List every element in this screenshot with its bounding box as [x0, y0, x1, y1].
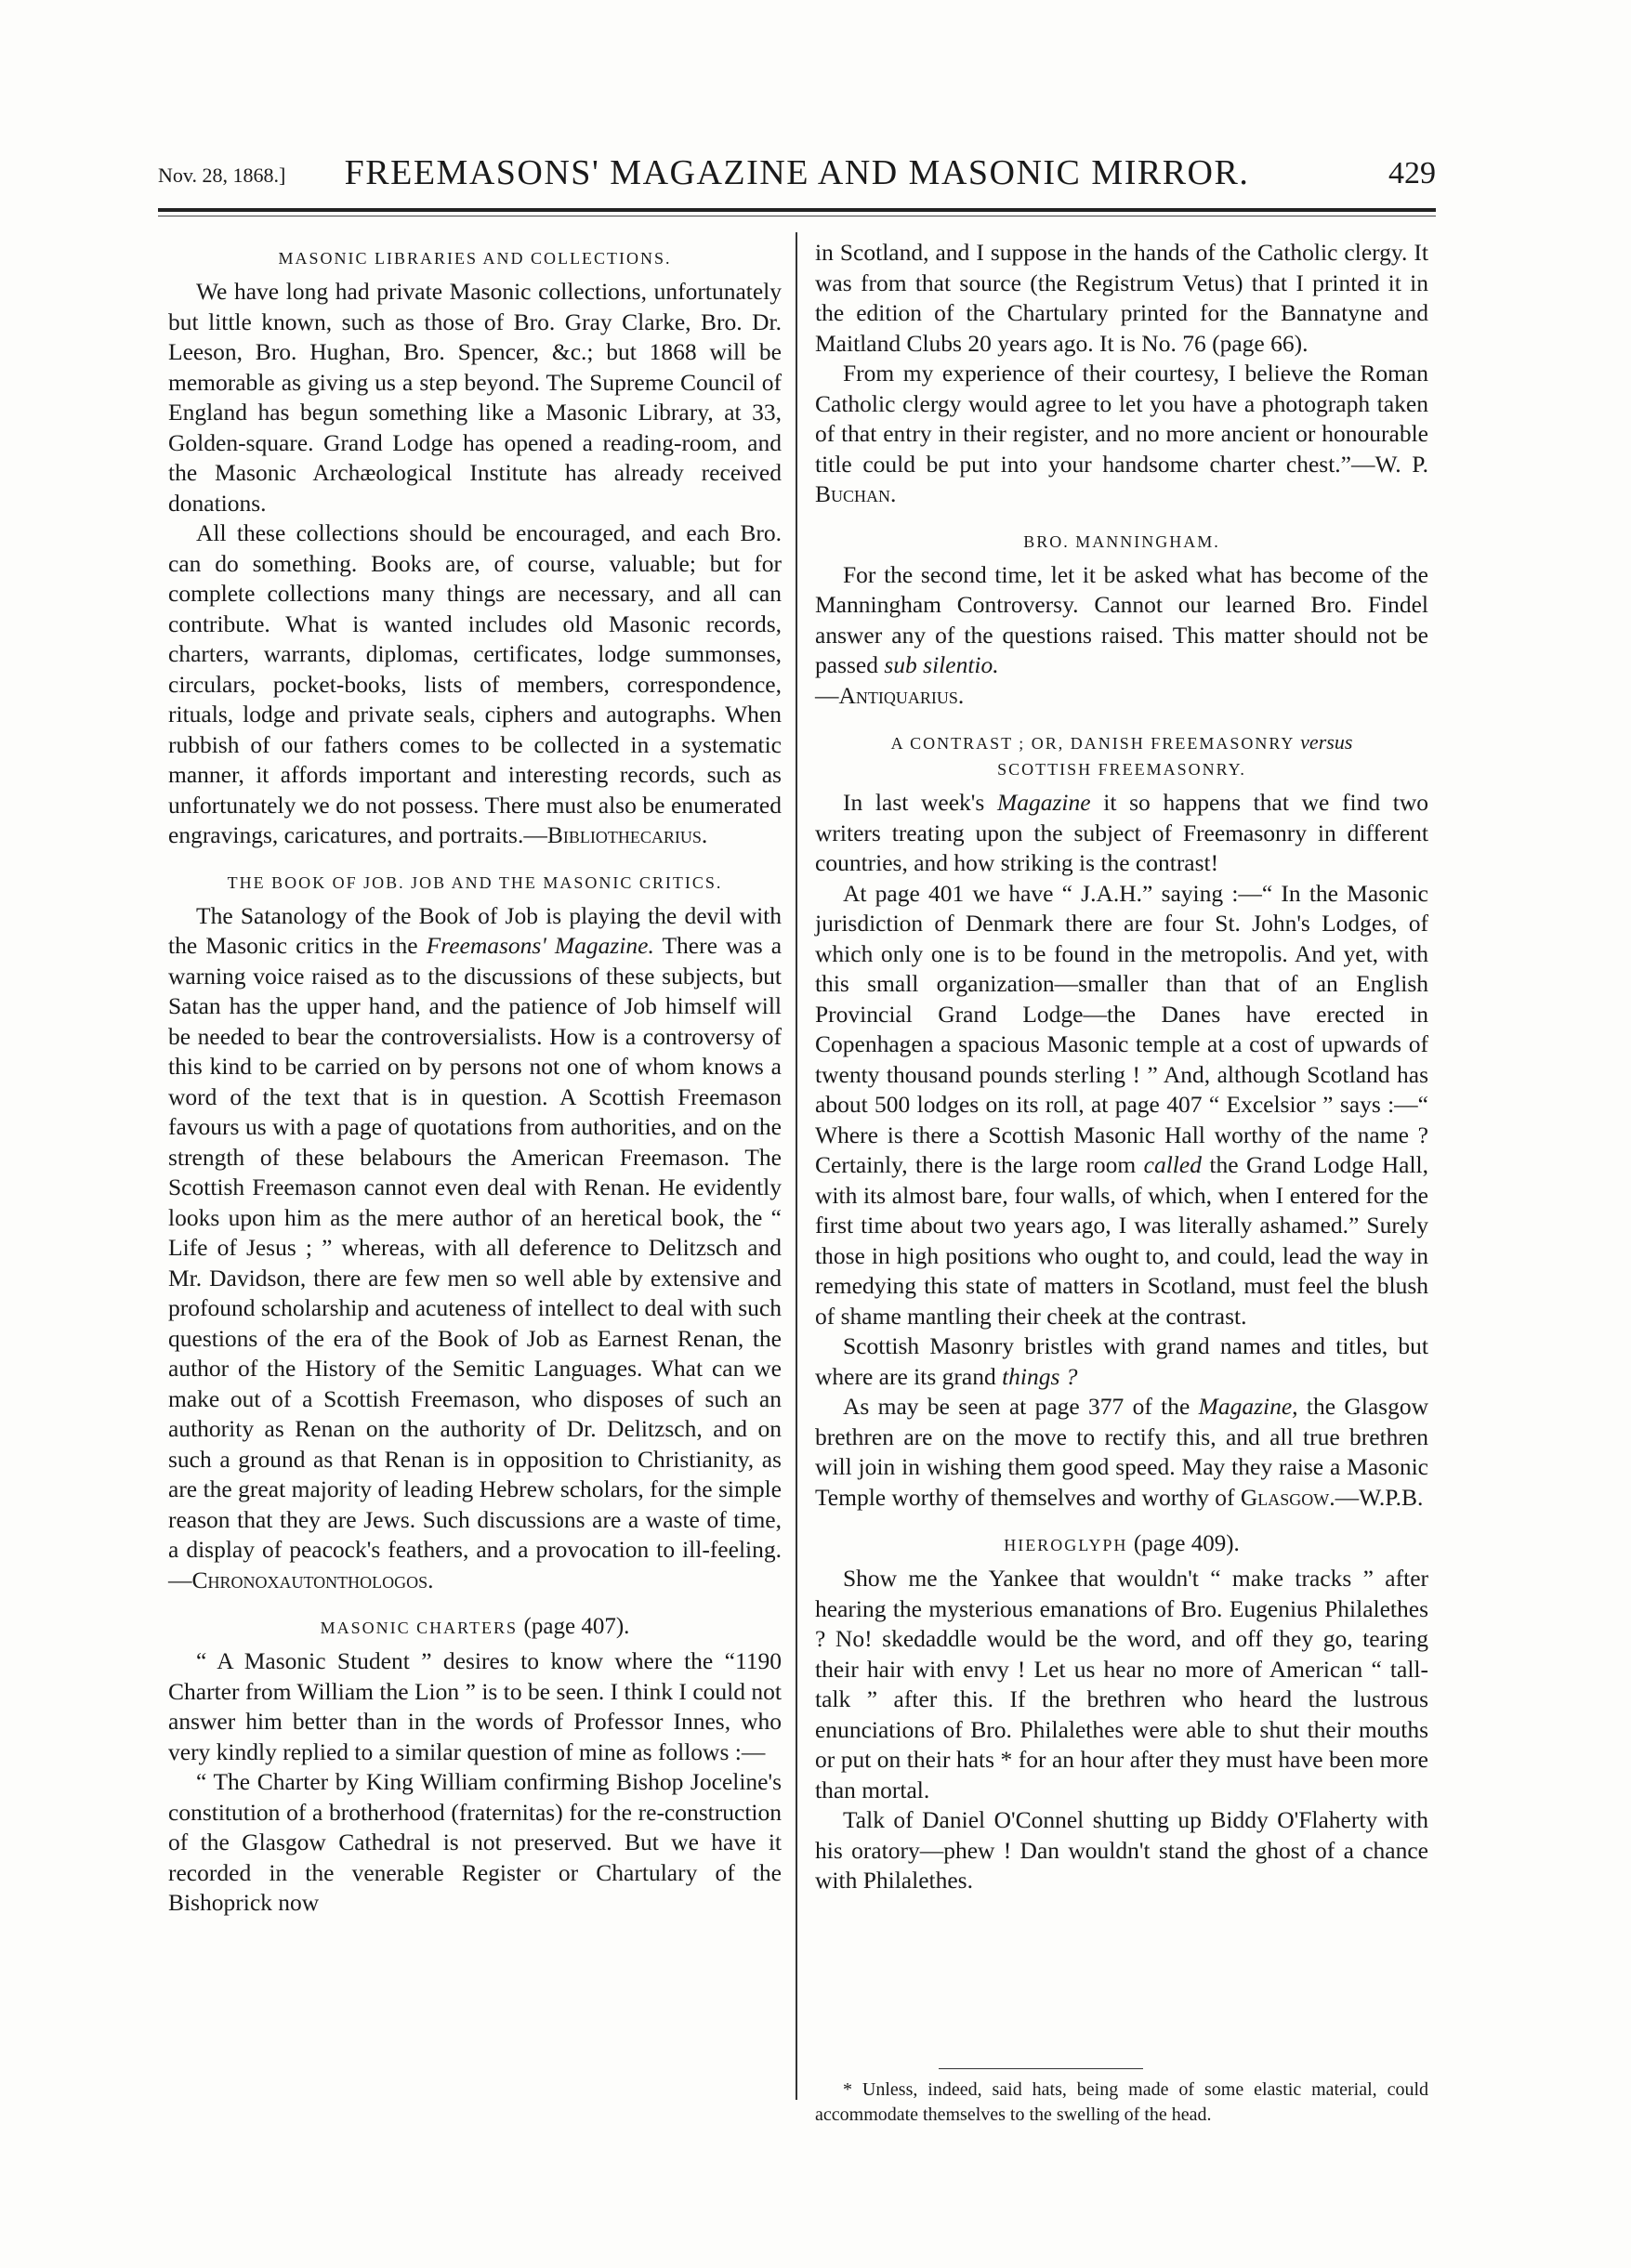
contrast-p1-a: In last week's: [843, 789, 997, 816]
manningham-dash: —: [815, 681, 839, 709]
contrast-heading-a: A CONTRAST ; OR, DANISH FREEMASONRY: [890, 734, 1295, 753]
contrast-p4-b: the Glasgow brethren are on the move to rectify this, and all true brethren will join in wishing them good speed. May they raise a Masonic Temple worthy of themselves and worthy of: [815, 1393, 1428, 1511]
contrast-p4-smallcaps: Glasgow.: [1240, 1483, 1335, 1511]
contrast-paragraph-1: [815, 788, 1428, 879]
contrast-p2-a: At page 401 we have “ J.A.H.” saying :—“ In the Masonic jurisdiction of Denmark there are four St. John's Lodges, of which only one is to be found in the metropolis. And yet, with this small organization—smaller than that of an English Provincial Grand Lodge—the Danes have erected in Copenhagen a spacious Masonic temple at a cost of upwards of twenty thousand pounds sterling ! ” And, although Scotland has about 500 lodges on its roll, at page 407 “ Excelsior ” says :—“ Where is there a Scottish Masonic Hall worthy of the name ? Certainly, there is the large room: [815, 879, 1428, 1178]
contrast-p2-b: the Grand Lodge Hall, with its almost bare, four walls, of which, when I entered for the first time about two years ago, I was literally ashamed.” Surely those in high positions who ought to, and could, lead the way in remedying this state of matters in Scotland, must feel the blush of shame mantling their cheek at the contrast.: [815, 1151, 1428, 1330]
header-rule-thick: [158, 208, 1436, 212]
contrast-paragraph-4: [815, 1392, 1428, 1513]
hieroglyph-heading-page-ref: (page 409).: [1133, 1531, 1240, 1556]
footnote-rule: [939, 2068, 1143, 2069]
section-heading-manningham: BRO. MANNINGHAM.: [1023, 531, 1220, 551]
contrast-heading-italic: versus: [1300, 730, 1353, 754]
contrast-p4-a: As may be seen at page 377 of the: [843, 1393, 1199, 1420]
charters-signature: Buchan.: [815, 480, 897, 507]
hieroglyph-paragraph-1: Show me the Yankee that wouldn't “ make tracks ” after hearing the mysterious emanations of Bro. Eugenius Philalethes ? No! skedaddle would be the word, and off they go, tearing their hair with envy ! Let us hear no more of American “ tall-talk ” after this. If the brethren who heard the lustrous enunciations of Bro. Philalethes were able to shut their mouths or put on their hats * for an hour after they must have been more than mortal.: [815, 1565, 1428, 1803]
hieroglyph-heading-text: HIEROGLYPH: [1004, 1536, 1128, 1554]
charters-heading-text: MASONIC CHARTERS: [320, 1619, 519, 1637]
page-number: 429: [1388, 156, 1436, 190]
charters-continued-paragraph-2: [815, 359, 1428, 510]
manningham-paragraph: [815, 560, 1428, 712]
section-heading-charters: [168, 1614, 782, 1641]
left-column: [168, 238, 782, 1919]
job-text-b: There was a warning voice raised as to the discussions of these subjects, but Satan has the upper hand, and the patience of Job himself will be needed to bear the controversialists. How is a controversy of this kind to be carried on by persons not one of whom knows a word of the text that is in question. A Scottish Freemason favours us with a page of quotations from authorities, and on the strength of these belabours the American Freemason. The Scottish Freemason cannot even deal with Renan. He evidently looks upon him as the mere author of an heretical book, the “ Life of Jesus ; ” whereas, with all deference to Delitzsch and Mr. Davidson, there are few men so well able by extensive and profound scholarship and acuteness of intellect to deal with such questions of the era of the Book of Job as Earnest Renan, the author of the History of the Semitic Languages. What can we make out of a Scottish Freemason, who disposes of such an authority as Renan on the authority of Dr. Delitzsch, and on such a ground as that Renan is in opposition to Christianity, as are the great majority of leading Hebrew scholars, for the simple reason that they are Jews. Such discussions are a waste of time, a display of peacock's feathers, and a provocation to ill-feeling.—: [168, 932, 783, 1593]
contrast-p1-italic: Magazine: [997, 789, 1091, 816]
contrast-p2-italic: called: [1143, 1151, 1202, 1178]
contrast-paragraph-3: [815, 1331, 1428, 1392]
contrast-heading-b: SCOTTISH FREEMASONRY.: [997, 760, 1246, 779]
column-divider: [796, 232, 797, 2100]
contrast-p3-italic: things ?: [1002, 1362, 1078, 1390]
section-heading-contrast: [815, 729, 1428, 782]
publication-title: FREEMASONS' MAGAZINE AND MASONIC MIRROR.: [344, 153, 1250, 192]
job-text-a: The Satanology of the Book of Job is playing the devil with the Masonic critics in the: [168, 901, 782, 959]
libraries-paragraph-2-text: All these collections should be encouraged, and each Bro. can do something. Books are, of course, valuable; but for complete collections many things are necessary, and all can contribute. What is wanted includes old Masonic records, charters, warrants, diplomas, certificates, lodge summonses, circulars, pocket-books, lists of members, correspondence, rituals, lodge and private seals, ciphers and autographs. When rubbish of our fathers comes to be collected in a systematic manner, it affords important and interesting records, such as unfortunately we do not possess. There must also be enumerated engravings, caricatures, and portraits.—: [168, 519, 782, 848]
section-heading-book-of-job: THE BOOK OF JOB. JOB AND THE MASONIC CRITICS.: [227, 872, 723, 892]
hieroglyph-paragraph-2: Talk of Daniel O'Connel shutting up Biddy O'Flaherty with his oratory—phew ! Dan wouldn't stand the ghost of a chance with Philalethes.: [815, 1806, 1428, 1894]
footnote: * Unless, indeed, said hats, being made of some elastic material, could accommodate themselves to the swelling of the head.: [815, 2079, 1428, 2125]
section-heading-hieroglyph: [815, 1531, 1428, 1558]
manningham-text: For the second time, let it be asked what has become of the Manningham Controversy. Cannot our learned Bro. Findel answer any of the questions raised. This matter should not be passed: [815, 560, 1428, 678]
charters-paragraph-2: “ The Charter by King William confirming Bishop Joceline's constitution of a brotherhood (fraternitas) for the re-construction of the Glasgow Cathedral is not preserved. But we have it recorded in the venerable Register or Chartulary of the Bishoprick now: [168, 1768, 782, 1916]
contrast-signature: —W.P.B.: [1335, 1483, 1424, 1511]
running-head: [158, 149, 1436, 204]
charters-paragraph-1: “ A Masonic Student ” desires to know where the “1190 Charter from William the Lion ” is to be seen. I think I could not answer him better than in the words of Professor Innes, who very kindly replied to a similar question of mine as follows :—: [168, 1647, 782, 1765]
contrast-paragraph-2: [815, 879, 1428, 1332]
section-heading-libraries: MASONIC LIBRARIES AND COLLECTIONS.: [278, 249, 672, 268]
right-column: [815, 238, 1428, 1896]
contrast-p3-a: Scottish Masonry bristles with grand names and titles, but where are its grand: [815, 1332, 1428, 1390]
charters-continued-text: From my experience of their courtesy, I believe the Roman Catholic clergy would agree to let you have a photograph taken of that entry in their register, and no more ancient or honourable title could be put into your handsome charter chest.”—W. P.: [815, 360, 1428, 478]
issue-date: Nov. 28, 1868.]: [158, 164, 286, 187]
manningham-italic: sub silentio.: [884, 651, 999, 678]
job-signature: Chronoxautonthologos.: [191, 1566, 434, 1593]
job-text-italic: Freemasons' Magazine.: [426, 932, 654, 959]
libraries-paragraph-1: We have long had private Masonic collections, unfortunately but little known, such as those of Bro. Gray Clarke, Bro. Dr. Leeson, Bro. Hughan, Bro. Spencer, &c.; but 1868 will be memorable as giving us a step beyond. The Supreme Council of England has begun something like a Masonic Library, at 33, Golden-square. Grand Lodge has opened a reading-room, and the Masonic Archæological Institute has already received donations.: [168, 278, 782, 517]
charters-continued-paragraph-1: in Scotland, and I suppose in the hands of the Catholic clergy. It was from that source (the Registrum Vetus) that I printed it in the edition of the Chartulary printed for the Bannatyne and Maitland Clubs 20 years ago. It is No. 76 (page 66).: [815, 239, 1428, 357]
libraries-signature: Bibliothecarius.: [546, 821, 708, 848]
libraries-paragraph-2: [168, 518, 782, 851]
job-paragraph: [168, 901, 782, 1596]
charters-heading-page-ref: (page 407).: [523, 1614, 630, 1639]
manningham-signature: Antiquarius.: [838, 681, 965, 709]
contrast-p1-b: it so happens that we find two writers treating upon the subject of Freemasonry in different countries, and how striking is the contrast!: [815, 789, 1428, 876]
contrast-p4-italic: Magazine,: [1198, 1393, 1298, 1420]
